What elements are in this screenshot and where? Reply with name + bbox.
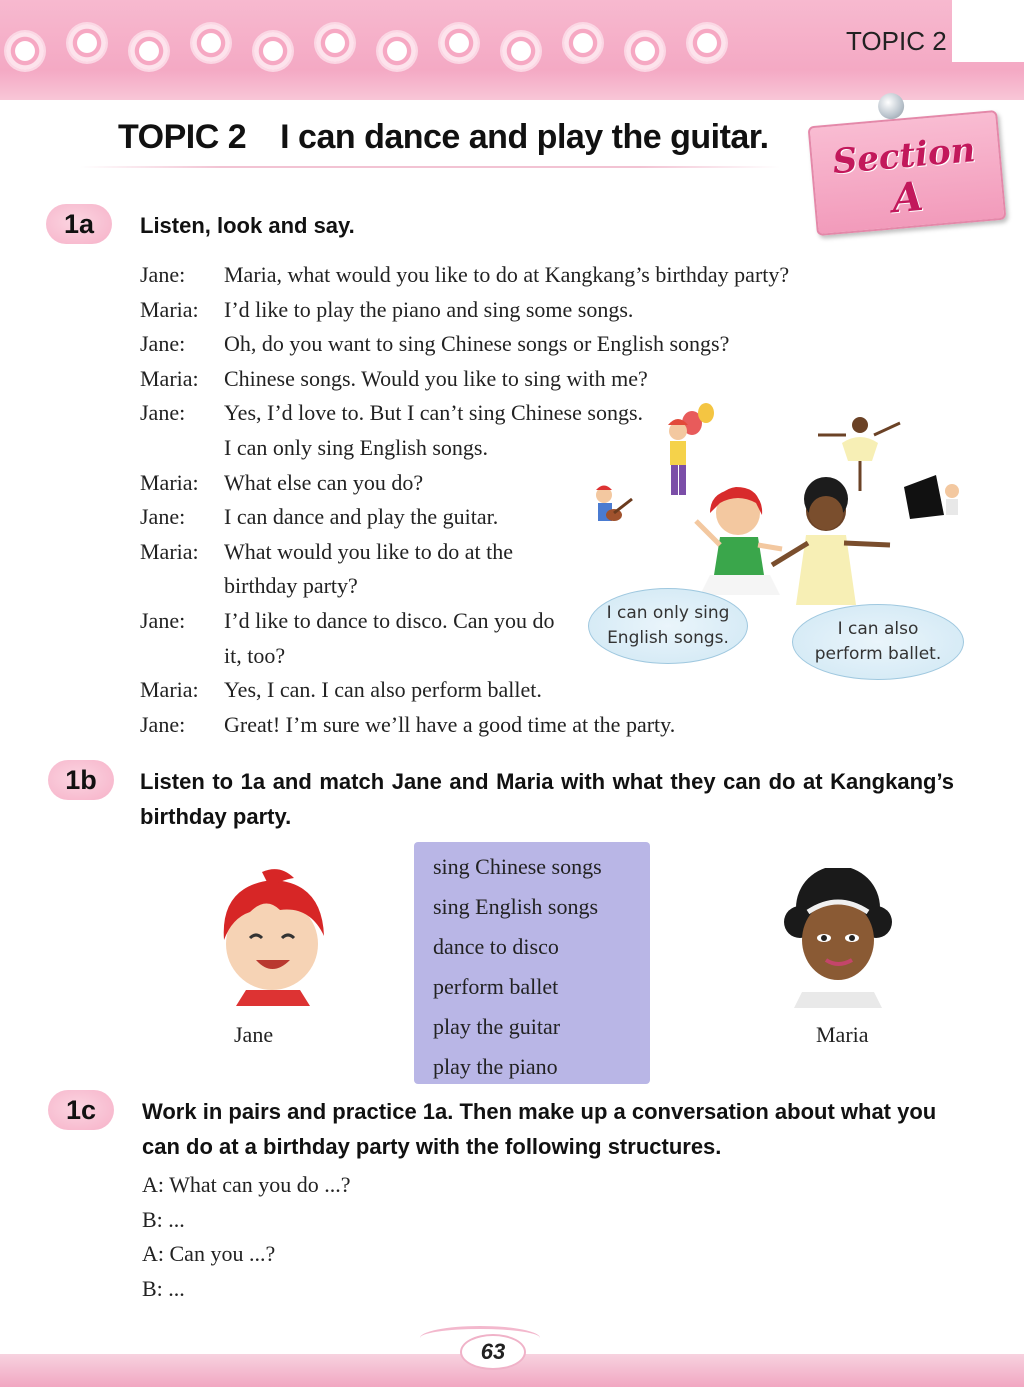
section-word: Section	[831, 130, 977, 183]
dot-icon	[440, 24, 478, 62]
dot-icon	[688, 24, 726, 62]
piano-figure	[904, 475, 959, 519]
activity-item: play the piano	[433, 1054, 558, 1079]
structure-line: B: ...	[142, 1206, 185, 1232]
jane-dancer-figure	[696, 487, 782, 595]
dot-icon	[130, 32, 168, 70]
instruction-1b: Listen to 1a and match Jane and Maria with what they can do at Kangkang’s birthday party.	[140, 769, 954, 829]
title-text: I can dance and play the guitar.	[280, 118, 769, 156]
structure-line: A: Can you ...?	[142, 1241, 276, 1267]
dialogue-line: Jane: I can dance and play the guitar.	[140, 504, 499, 530]
activity-item: play the guitar	[433, 1014, 561, 1039]
maria-dancer-figure	[772, 477, 890, 605]
dialogue-line: Maria: Chinese songs. Would you like to sing with me?	[140, 365, 648, 391]
dot-icon	[6, 32, 44, 70]
page-number: 63	[460, 1334, 526, 1370]
dot-icon	[254, 32, 292, 70]
structure-line: A: What can you do ...?	[142, 1172, 351, 1197]
page-title	[118, 118, 769, 157]
title-rule	[80, 166, 780, 168]
maria-face-illustration	[778, 868, 902, 1008]
exercise-label-1c: 1c	[48, 1090, 114, 1130]
dot-icon	[316, 24, 354, 62]
dot-icon	[502, 32, 540, 70]
caption-maria: Maria	[816, 1022, 869, 1047]
title-topic: TOPIC 2	[118, 118, 247, 156]
jane-face-illustration	[210, 866, 340, 1006]
party-illustration	[560, 395, 980, 625]
dot-icon	[192, 24, 230, 62]
dialogue-line: Maria: Yes, I can. I can also perform ballet.	[140, 677, 542, 703]
speech-bubble-jane: I can only sing English songs.	[588, 588, 748, 664]
topic-tag: TOPIC 2	[846, 26, 947, 56]
dot-icon	[378, 32, 416, 70]
dot-icon	[626, 32, 664, 70]
exercise-label-1b: 1b	[48, 760, 114, 800]
speech-bubble-maria: I can also perform ballet.	[792, 604, 964, 680]
dialogue-line: Maria: I’d like to play the piano and sing some songs.	[140, 296, 634, 322]
dialogue-line: Jane: Maria, what would you like to do at Kangkang’s birthday party?	[140, 262, 790, 287]
dialogue-line: Maria: What else can you do?	[140, 469, 424, 495]
header-corner	[952, 0, 1024, 62]
activity-item: dance to disco	[433, 934, 559, 959]
instruction-1c: Work in pairs and practice 1a. Then make up a conversation about what you can do at a birthday party with the following structures.	[142, 1099, 937, 1159]
dialogue-line: Jane: Yes, I’d love to. But I can’t sing Chinese songs. I can only sing English songs.	[140, 400, 644, 460]
section-badge	[808, 110, 1007, 236]
dot-icon	[564, 24, 602, 62]
activity-item: perform ballet	[433, 974, 559, 999]
activity-item: sing English songs	[433, 894, 599, 919]
dialogue-line: Jane: I’d like to dance to disco. Can you do it, too?	[140, 607, 555, 668]
dialogue-line: Jane: Oh, do you want to sing Chinese songs or English songs?	[140, 331, 730, 357]
dot-icon	[68, 24, 106, 62]
section-letter: A	[890, 172, 926, 223]
activity-item: sing Chinese songs	[433, 854, 602, 879]
instruction-1a: Listen, look and say.	[140, 213, 355, 238]
dialogue-line: Maria: What would you like to do at the birthday party?	[140, 538, 513, 599]
structures-list	[142, 1168, 351, 1306]
exercise-label-1a: 1a	[46, 204, 112, 244]
caption-jane: Jane	[234, 1022, 274, 1047]
activity-word-box	[414, 842, 650, 1084]
balloon-girl-figure	[668, 403, 714, 495]
guitar-kid-figure	[596, 486, 632, 522]
dialogue-line: Jane: Great! I’m sure we’ll have a good time at the party.	[140, 711, 676, 737]
structure-line: B: ...	[142, 1275, 185, 1301]
